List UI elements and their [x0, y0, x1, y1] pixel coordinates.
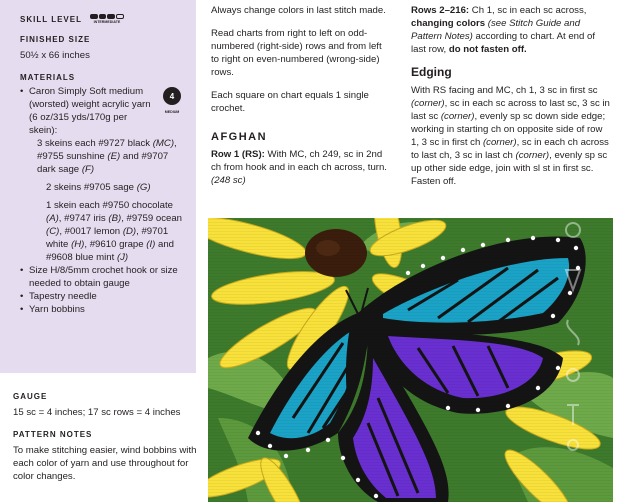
finished-size-label: FINISHED SIZE [20, 35, 91, 44]
material-skeins-2: 2 skeins #9705 sage (G) [46, 182, 151, 193]
instruction-chart-square: Each square on chart equals 1 single crochet. [211, 90, 369, 114]
materials-section [20, 73, 188, 316]
edging-heading: Edging [411, 65, 452, 79]
skill-level-meter [90, 14, 124, 24]
skill-level-caption: INTERMEDIATE [93, 20, 121, 24]
gauge-value: 15 sc = 4 inches; 17 sc rows = 4 inches [13, 407, 181, 418]
rows-label: Rows 2–216: [411, 5, 470, 16]
edging-column [411, 4, 611, 188]
yarn-weight-number: 4 [163, 87, 181, 105]
row-1-instruction [211, 148, 391, 187]
rows-bold-2: do not fasten off. [448, 44, 527, 55]
afghan-heading: AFGHAN [211, 131, 268, 143]
skill-meter-bar [116, 14, 124, 19]
instruction-read-charts: Read charts from right to left on odd-numbered (right-side) rows and from left to right on even-numbered (wrong-side) rows. [211, 28, 382, 78]
material-skeins-3 [20, 137, 188, 176]
butterfly-afghan-image [208, 218, 613, 502]
skill-meter-bar [99, 14, 107, 19]
gauge-notes-column [13, 392, 198, 483]
instruction-color-change: Always change colors in last stitch made. [211, 5, 386, 16]
rows-2-216-instruction [411, 4, 611, 56]
row-1-label: Row 1 (RS): [211, 149, 265, 160]
skill-level-label: SKILL LEVEL [20, 14, 82, 24]
material-bobbins: • Yarn bobbins [20, 303, 188, 316]
pattern-notes-label: PATTERN NOTES [13, 430, 93, 439]
skill-level-row [20, 14, 188, 24]
skill-meter-bar [107, 14, 115, 19]
finished-size-section [20, 35, 188, 62]
yarn-weight-caption: MEDIUM [164, 110, 180, 114]
skill-meter-bar [90, 14, 98, 19]
rows-text-2: according to chart. At end of last row, [411, 31, 595, 55]
gauge-label: GAUGE [13, 392, 48, 401]
materials-sidebar [0, 0, 196, 373]
rows-italic: (see Stitch Guide and Pattern Notes) [411, 18, 581, 42]
material-hook: • Size H/8/5mm crochet hook or size needed to obtain gauge [20, 264, 188, 290]
material-yarn-text: • Caron Simply Soft medium (worsted) weight acrylic yarn (6 oz/315 yds/170g per skein): [29, 86, 151, 136]
finished-size-value: 50½ x 66 inches [20, 50, 90, 61]
material-needle: • Tapestry needle [20, 290, 188, 303]
pattern-notes-text: To make stitching easier, wind bobbins with each color of yarn and use throughout for color changes. [13, 445, 197, 482]
row-1-text: With MC, ch 249, sc in 2nd ch from hook and in each ch across, turn. [211, 149, 387, 173]
materials-label: MATERIALS [20, 73, 76, 82]
yarn-weight-icon [163, 87, 181, 119]
materials-list [20, 85, 188, 137]
instructions-column [211, 4, 391, 197]
edging-text: With RS facing and MC, ch 1, 3 sc in first sc (corner), sc in each sc across to last sc, 3 sc in last sc (corner), evenly sp sc down side edge; working in starting ch on opposite side of row 1, 3 sc in first ch (corner), sc in each ch across to last ch, 3 sc in last ch (corner), evenly sp sc up other side edge, join with sl st in first sc. Fasten off. [411, 85, 610, 187]
row-1-count: (248 sc) [211, 175, 246, 186]
rows-text-1: Ch 1, sc in each sc across, [471, 5, 587, 16]
material-skeins-3-text: 3 skeins each #9727 black (MC), #9755 sunshine (E) and #9707 dark sage (F) [37, 138, 177, 175]
rows-bold: changing colors [411, 18, 486, 29]
material-yarn [20, 85, 188, 137]
material-skeins-1: 1 skein each #9750 chocolate (A), #9747 iris (B), #9759 ocean (C), #0017 lemon (D), #9701 white (H), #9610 grape (I) and #9608 blue mint (J) [46, 200, 183, 263]
